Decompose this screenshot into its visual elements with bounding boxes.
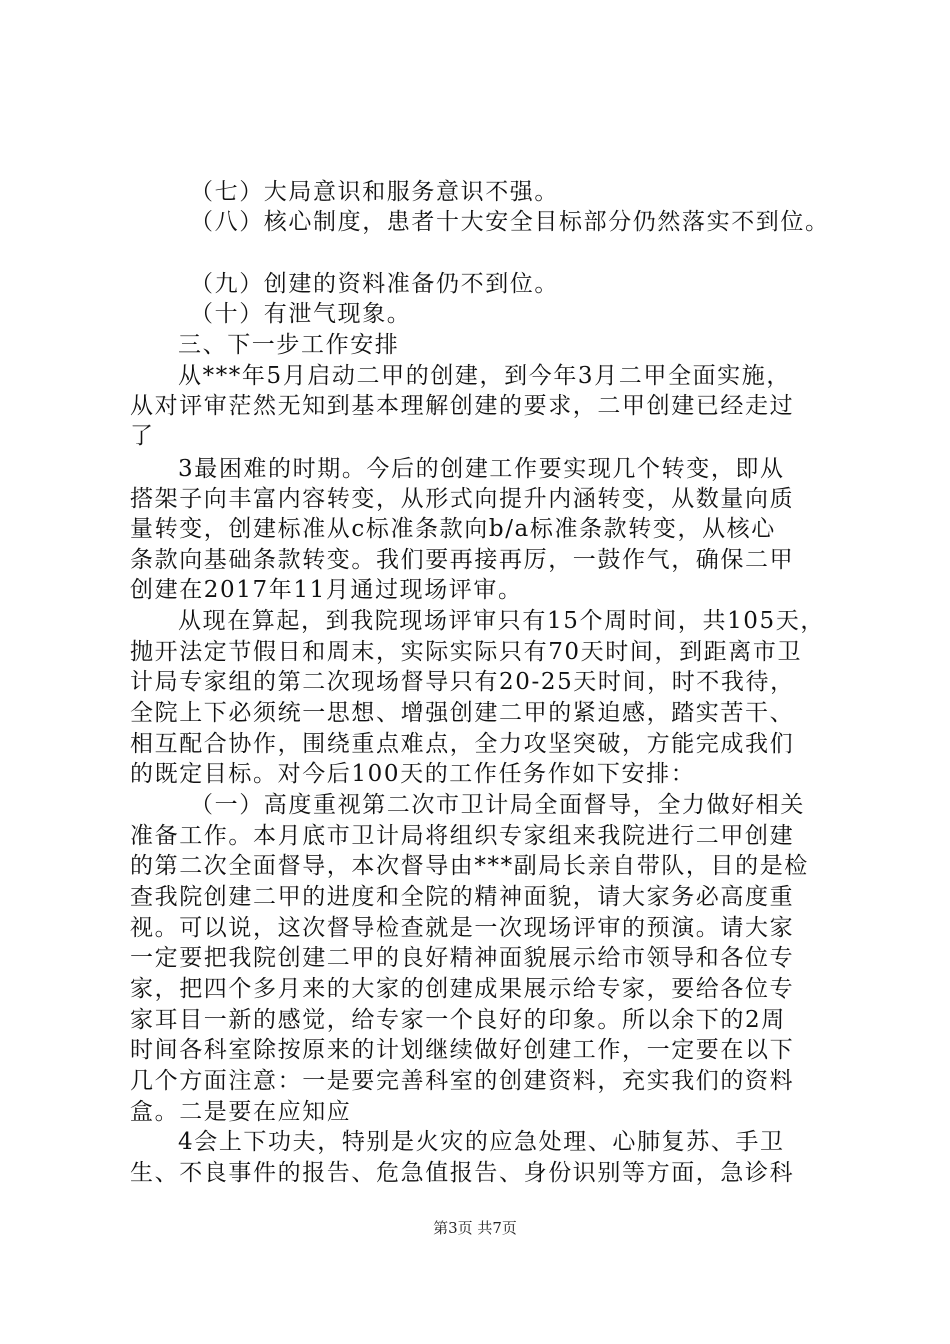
text-line: 生、不良事件的报告、危急值报告、身份识别等方面，急诊科 [130,1160,795,1186]
text-line: 抛开法定节假日和周末，实际实际只有70天时间，到距离市卫 [130,639,803,665]
text-line: 从对评审茫然无知到基本理解创建的要求，二甲创建已经走过 [130,393,795,419]
text-line: （八）核心制度，患者十大安全目标部分仍然落实不到位。 [190,209,830,235]
text-line: 一定要把我院创建二甲的良好精神面貌展示给市领导和各位专 [130,945,795,971]
section-heading: 三、下一步工作安排 [178,332,400,358]
text-line: 4会上下功夫，特别是火灾的应急处理、心肺复苏、手卫 [178,1129,785,1155]
text-line: 了 [130,423,155,449]
text-line: 计局专家组的第二次现场督导只有20-25天时间，时不我待， [130,669,795,695]
text-line: （十）有泄气现象。 [190,301,412,327]
text-line: 家耳目一新的感觉，给专家一个良好的印象。所以余下的2周 [130,1007,786,1033]
text-line: （一）高度重视第二次市卫计局全面督导，全力做好相关 [190,792,805,818]
text-line: 视。可以说，这次督导检查就是一次现场评审的预演。请大家 [130,915,795,941]
text-line: 查我院创建二甲的进度和全院的精神面貌，请大家务必高度重 [130,884,795,910]
text-line: 几个方面注意：一是要完善科室的创建资料，充实我们的资料 [130,1068,795,1094]
text-line: 的第二次全面督导，本次督导由***副局长亲自带队，目的是检 [130,853,809,879]
text-line: 条款向基础条款转变。我们要再接再厉，一鼓作气，确保二甲 [130,547,795,573]
text-line: 准备工作。本月底市卫计局将组织专家组来我院进行二甲创建 [130,823,795,849]
text-line: 全院上下必须统一思想、增强创建二甲的紧迫感，踏实苦干、 [130,700,795,726]
text-line: 的既定目标。对今后100天的工作任务作如下安排： [130,761,696,787]
text-line: （九）创建的资料准备仍不到位。 [190,271,559,297]
text-line: 量转变，创建标准从c标准条款向b/a标准条款转变，从核心 [130,516,776,542]
text-line: 时间各科室除按原来的计划继续做好创建工作，一定要在以下 [130,1037,795,1063]
text-line: 从***年5月启动二甲的创建，到今年3月二甲全面实施， [178,363,791,389]
text-line: 从现在算起，到我院现场评审只有15个周时间，共105天， [178,608,825,634]
page-number: 第3页 共7页 [433,1219,517,1237]
text-line: 相互配合协作，围绕重点难点，全力攻坚突破，方能完成我们 [130,731,795,757]
text-line: 3最困难的时期。今后的创建工作要实现几个转变，即从 [178,456,785,482]
text-line: 家，把四个多月来的大家的创建成果展示给专家，要给各位专 [130,976,795,1002]
text-line: 创建在2017年11月通过现场评审。 [130,577,523,603]
text-line: （七）大局意识和服务意识不强。 [190,179,559,205]
text-line: 搭架子向丰富内容转变，从形式向提升内涵转变，从数量向质 [130,486,795,512]
text-line: 盒。二是要在应知应 [130,1099,352,1125]
